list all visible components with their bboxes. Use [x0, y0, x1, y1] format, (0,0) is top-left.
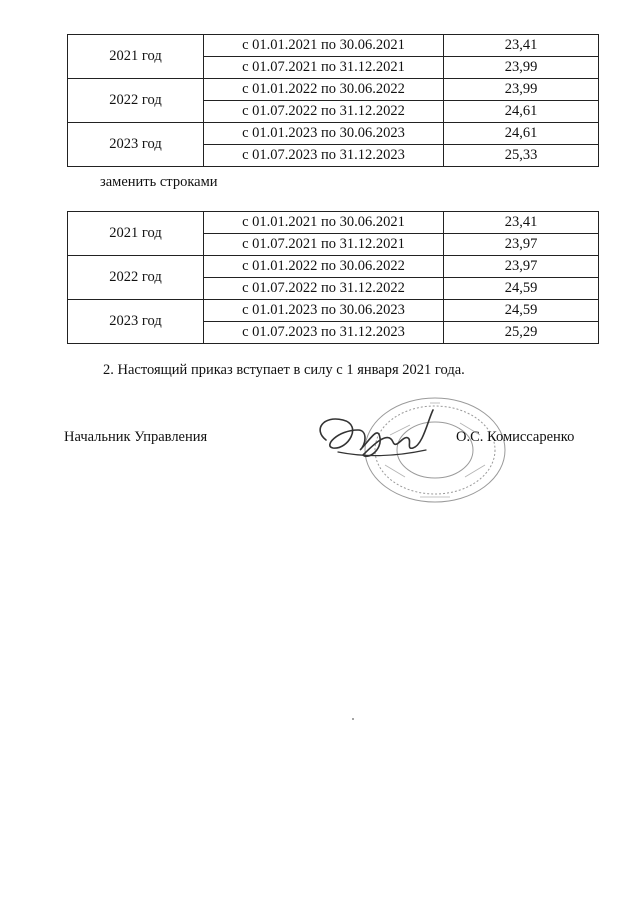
period-cell: с 01.07.2023 по 31.12.2023	[204, 322, 444, 344]
period-cell: с 01.07.2022 по 31.12.2022	[204, 101, 444, 123]
period-cell: с 01.01.2022 по 30.06.2022	[204, 256, 444, 278]
table-row	[68, 256, 599, 278]
year-cell: 2023 год	[68, 123, 204, 167]
period-cell: с 01.01.2021 по 30.06.2021	[204, 212, 444, 234]
value-cell: 23,41	[444, 212, 599, 234]
year-cell: 2021 год	[68, 35, 204, 79]
value-cell: 24,61	[444, 123, 599, 145]
year-cell: 2021 год	[68, 212, 204, 256]
signer-name: О.С. Комиссаренко	[456, 429, 575, 445]
table-row	[68, 300, 599, 322]
page-speck	[352, 718, 354, 720]
signer-position: Начальник Управления	[64, 429, 208, 445]
table-row	[68, 79, 599, 101]
value-cell: 23,99	[444, 79, 599, 101]
table-row	[68, 212, 599, 234]
value-cell: 23,99	[444, 57, 599, 79]
period-cell: с 01.07.2022 по 31.12.2022	[204, 278, 444, 300]
value-cell: 25,33	[444, 145, 599, 167]
tariff-table-old	[67, 34, 599, 167]
value-cell: 25,29	[444, 322, 599, 344]
tariff-table-new	[67, 211, 599, 344]
period-cell: с 01.07.2021 по 31.12.2021	[204, 57, 444, 79]
value-cell: 24,59	[444, 300, 599, 322]
year-cell: 2022 год	[68, 79, 204, 123]
period-cell: с 01.07.2021 по 31.12.2021	[204, 234, 444, 256]
table-row	[68, 35, 599, 57]
year-cell: 2023 год	[68, 300, 204, 344]
signature	[308, 400, 448, 480]
replace-caption: заменить строками	[100, 174, 218, 190]
value-cell: 24,59	[444, 278, 599, 300]
value-cell: 23,41	[444, 35, 599, 57]
period-cell: с 01.01.2022 по 30.06.2022	[204, 79, 444, 101]
period-cell: с 01.01.2023 по 30.06.2023	[204, 123, 444, 145]
clause-2-text: 2. Настоящий приказ вступает в силу с 1 января 2021 года.	[103, 362, 465, 378]
value-cell: 24,61	[444, 101, 599, 123]
period-cell: с 01.01.2023 по 30.06.2023	[204, 300, 444, 322]
year-cell: 2022 год	[68, 256, 204, 300]
value-cell: 23,97	[444, 256, 599, 278]
value-cell: 23,97	[444, 234, 599, 256]
table-row	[68, 123, 599, 145]
period-cell: с 01.07.2023 по 31.12.2023	[204, 145, 444, 167]
period-cell: с 01.01.2021 по 30.06.2021	[204, 35, 444, 57]
